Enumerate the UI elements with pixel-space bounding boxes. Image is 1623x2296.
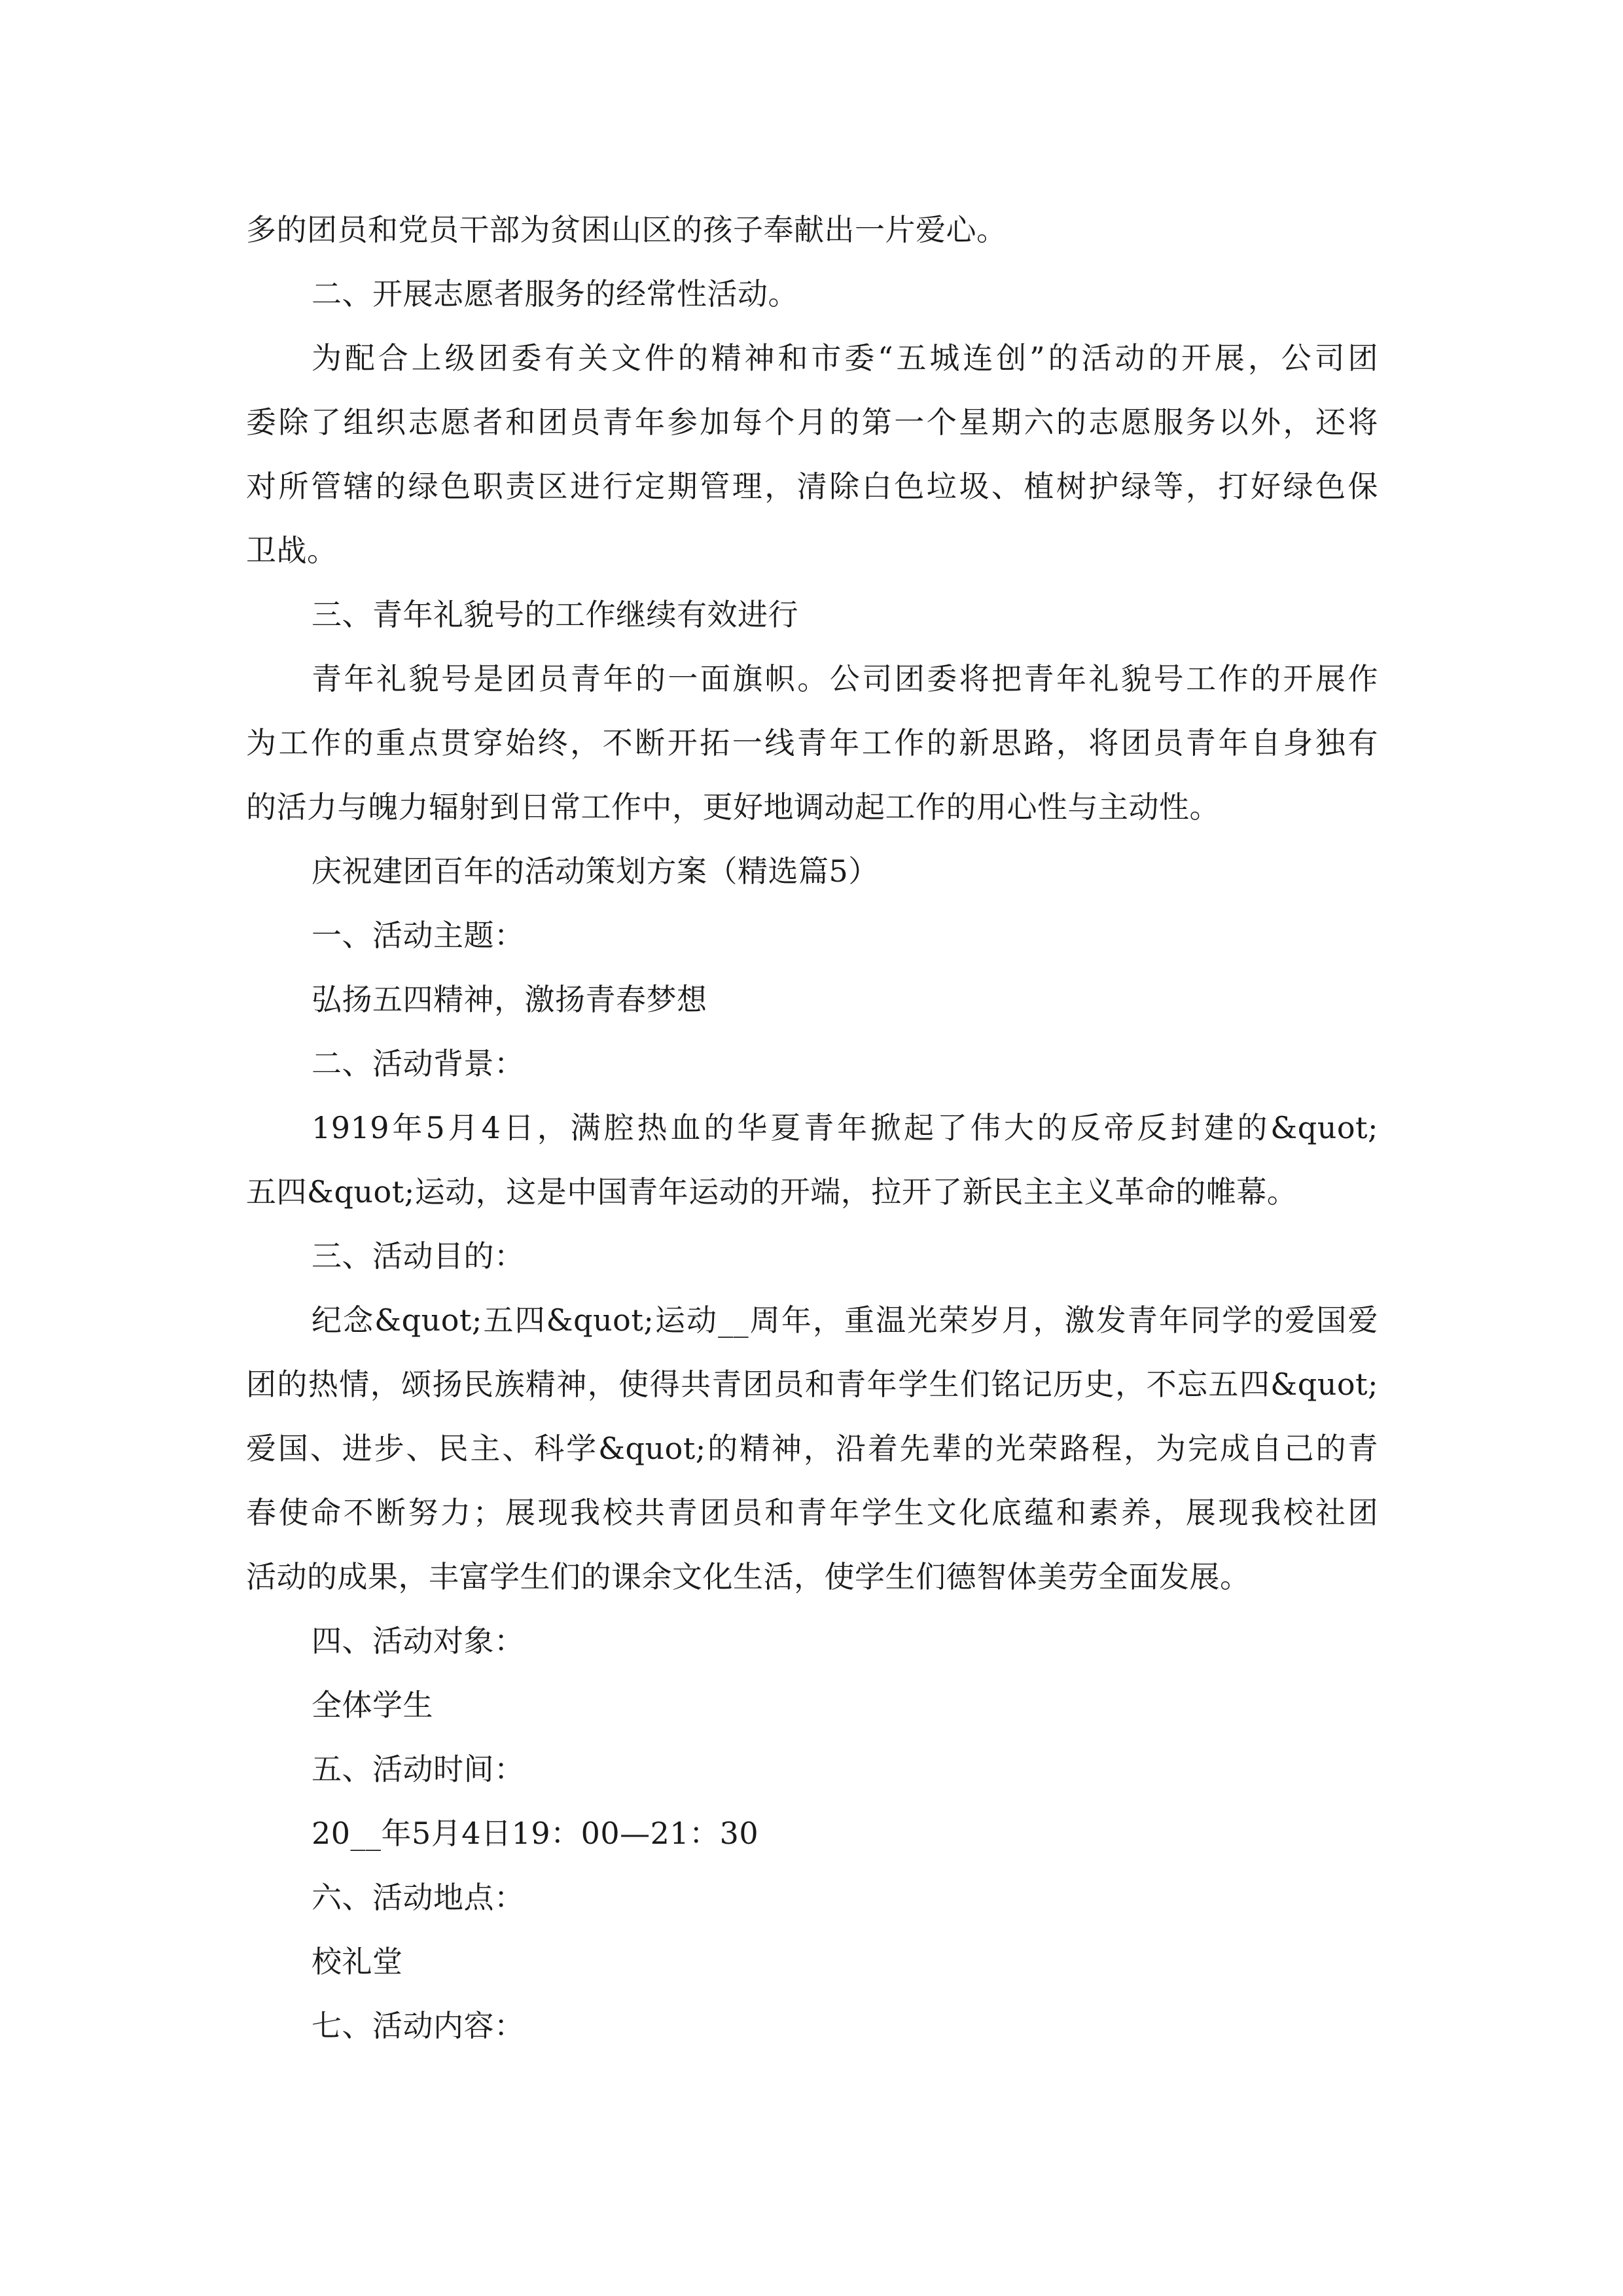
paragraph-line: 校礼堂 [312, 1944, 403, 1979]
paragraph-line: 卫战。 [246, 533, 338, 568]
paragraph-line: 春使命不断努力；展现我校共青团员和青年学生文化底蕴和素养，展现我校社团 [246, 1495, 1378, 1530]
section-heading: 一、活动主题： [312, 918, 525, 953]
paragraph-line: 多的团员和党员干部为贫困山区的孩子奉献出一片爱心。 [246, 212, 1007, 247]
section-heading: 二、开展志愿者服务的经常性活动。 [312, 276, 798, 312]
paragraph-line: 委除了组织志愿者和团员青年参加每个月的第一个星期六的志愿服务以外，还将 [246, 404, 1378, 440]
paragraph-line: 全体学生 [312, 1687, 433, 1723]
section-heading: 三、青年礼貌号的工作继续有效进行 [312, 597, 798, 632]
paragraph-line: 为配合上级团委有关文件的精神和市委“五城连创”的活动的开展，公司团 [312, 340, 1378, 376]
paragraph-line: 弘扬五四精神，激扬青春梦想 [312, 982, 707, 1017]
paragraph-line: 1919年5月4日，满腔热血的华夏青年掀起了伟大的反帝反封建的&quot; [312, 1110, 1378, 1145]
paragraph-line: 青年礼貌号是团员青年的一面旗帜。公司团委将把青年礼貌号工作的开展作 [312, 661, 1378, 696]
document-body [246, 198, 1378, 2058]
paragraph-line: 五四&quot;运动，这是中国青年运动的开端，拉开了新民主主义革命的帷幕。 [246, 1174, 1298, 1210]
section-heading: 六、活动地点： [312, 1880, 525, 1915]
paragraph-line: 团的热情，颂扬民族精神，使得共青团员和青年学生们铭记历史，不忘五四&quot; [246, 1367, 1378, 1402]
paragraph-line: 活动的成果，丰富学生们的课余文化生活，使学生们德智体美劳全面发展。 [246, 1559, 1251, 1594]
document-title: 庆祝建团百年的活动策划方案（精选篇5） [312, 853, 879, 889]
section-heading: 七、活动内容： [312, 2008, 525, 2043]
section-heading: 三、活动目的： [312, 1238, 525, 1274]
paragraph-line: 纪念&quot;五四&quot;运动__周年，重温光荣岁月，激发青年同学的爱国爱 [312, 1302, 1378, 1338]
paragraph-line: 为工作的重点贯穿始终，不断开拓一线青年工作的新思路，将团员青年自身独有 [246, 725, 1378, 761]
paragraph-line: 对所管辖的绿色职责区进行定期管理，清除白色垃圾、植树护绿等，打好绿色保 [246, 469, 1378, 504]
paragraph-line: 的活力与魄力辐射到日常工作中，更好地调动起工作的用心性与主动性。 [246, 789, 1220, 825]
section-heading: 二、活动背景： [312, 1046, 525, 1081]
paragraph-line: 爱国、进步、民主、科学&quot;的精神，沿着先辈的光荣路程，为完成自己的青 [246, 1431, 1378, 1466]
section-heading: 五、活动时间： [312, 1751, 525, 1787]
section-heading: 四、活动对象： [312, 1623, 525, 1659]
paragraph-line: 20__年5月4日19：00—21：30 [312, 1816, 759, 1851]
